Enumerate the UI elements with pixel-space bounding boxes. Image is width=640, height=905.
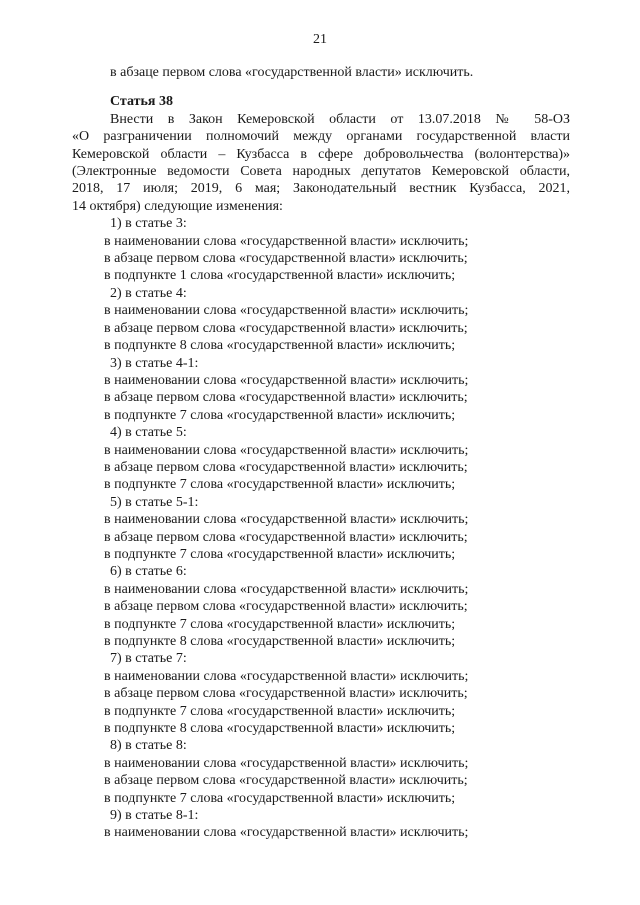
item-line: в подпункте 7 слова «государственной власти» исключить;: [104, 477, 456, 493]
item-line: в подпункте 7 слова «государственной власти» исключить;: [104, 703, 456, 719]
item-line: в подпункте 7 слова «государственной власти» исключить;: [104, 790, 456, 806]
item-line: в наименовании слова «государственной власти» исключить;: [104, 442, 469, 458]
item-line: в абзаце первом слова «государственной власти» исключить;: [104, 459, 468, 475]
amendments-list: [72, 215, 570, 842]
item-line: в наименовании слова «государственной власти» исключить;: [104, 755, 469, 771]
document-content: [72, 60, 570, 842]
list-item: [72, 650, 570, 737]
item-heading: 6) в статье 6:: [110, 564, 187, 580]
item-line: в наименовании слова «государственной власти» исключить;: [104, 668, 469, 684]
item-line: в наименовании слова «государственной власти» исключить;: [104, 581, 469, 597]
list-item: [72, 807, 570, 842]
item-line: в подпункте 8 слова «государственной власти» исключить;: [104, 634, 456, 649]
item-line: в наименовании слова «государственной власти» исключить;: [104, 512, 469, 528]
article-body-line: 14 октября) следующие изменения:: [72, 198, 283, 214]
item-line: в наименовании слова «государственной власти» исключить;: [104, 303, 469, 319]
item-heading: 9) в статье 8-1:: [110, 808, 199, 824]
item-line: в наименовании слова «государственной власти» исключить;: [104, 233, 469, 249]
article-heading: Статья 38: [110, 94, 173, 110]
list-item: [72, 424, 570, 494]
item-line: в подпункте 8 слова «государственной власти» исключить;: [104, 338, 456, 354]
list-item: [72, 563, 570, 650]
list-item: [72, 355, 570, 425]
item-heading: 4) в статье 5:: [110, 425, 187, 441]
item-line: в абзаце первом слова «государственной власти» исключить;: [104, 390, 468, 406]
list-item: [72, 285, 570, 355]
list-item: [72, 494, 570, 564]
item-line: в подпункте 7 слова «государственной власти» исключить;: [104, 546, 456, 562]
item-heading: 3) в статье 4-1:: [110, 355, 199, 371]
item-heading: 5) в статье 5-1:: [110, 494, 199, 510]
item-line: в подпункте 7 слова «государственной власти» исключить;: [104, 616, 456, 632]
list-item: [72, 737, 570, 807]
item-line: в подпункте 7 слова «государственной власти» исключить;: [104, 407, 456, 423]
item-line: в абзаце первом слова «государственной власти» исключить;: [104, 686, 468, 702]
article-body-line: Кемеровской области – Кузбасса в сфере добровольчества (волонтерства)»: [72, 146, 570, 162]
item-line: в абзаце первом слова «государственной власти» исключить;: [104, 251, 468, 267]
article-body: [72, 111, 570, 215]
article-body-line: (Электронные ведомости Совета народных депутатов Кемеровской области,: [72, 164, 570, 180]
item-line: в подпункте 8 слова «государственной власти» исключить;: [104, 721, 456, 737]
item-heading: 7) в статье 7:: [110, 651, 187, 667]
item-line: в подпункте 1 слова «государственной власти» исключить;: [104, 268, 456, 284]
article-body-line: «О разграничении полномочий между органами государственной власти: [72, 129, 570, 145]
item-line: в наименовании слова «государственной власти» исключить;: [104, 372, 469, 388]
item-line: в наименовании слова «государственной власти» исключить;: [104, 825, 469, 841]
intro-line: в абзаце первом слова «государственной власти» исключить.: [110, 65, 474, 80]
item-line: в абзаце первом слова «государственной власти» исключить;: [104, 773, 468, 789]
article-body-line: Внести в Закон Кемеровской области от 13.07.2018 № 58-ОЗ: [110, 111, 570, 127]
article-body-line: 2018, 17 июля; 2019, 6 мая; Законодательный вестник Кузбасса, 2021,: [72, 181, 570, 197]
item-line: в абзаце первом слова «государственной власти» исключить;: [104, 599, 468, 615]
item-heading: 1) в статье 3:: [110, 216, 187, 232]
page-number: 21: [313, 32, 327, 47]
item-heading: 2) в статье 4:: [110, 285, 187, 301]
item-line: в абзаце первом слова «государственной власти» исключить;: [104, 529, 468, 545]
item-heading: 8) в статье 8:: [110, 738, 187, 754]
list-item: [72, 215, 570, 285]
item-line: в абзаце первом слова «государственной власти» исключить;: [104, 320, 468, 336]
